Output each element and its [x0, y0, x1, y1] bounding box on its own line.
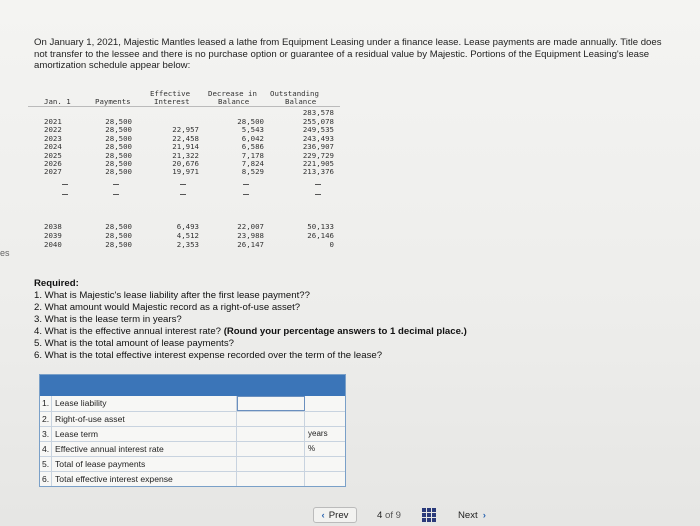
- omission-dash: [315, 184, 321, 185]
- omission-dash: [180, 194, 186, 195]
- omission-dash: [62, 194, 68, 195]
- omission-dash: [113, 194, 119, 195]
- answer-input[interactable]: [237, 457, 304, 471]
- row-decrease: 7,824: [241, 159, 264, 168]
- late-row-year: 2039: [44, 231, 62, 241]
- answer-unit: [305, 396, 345, 411]
- answer-input[interactable]: [237, 427, 304, 441]
- answer-cell: [237, 442, 305, 456]
- omission-dash: [243, 194, 249, 195]
- omission-dash: [315, 194, 321, 195]
- header-rule: [28, 106, 340, 107]
- question-5: 5. What is the total amount of lease payments?: [34, 338, 234, 349]
- row-payment: 28,500: [105, 117, 132, 126]
- late-row-payment: 28,500: [105, 240, 132, 250]
- late-row-interest: 6,493: [176, 222, 199, 231]
- row-decrease: 8,529: [241, 167, 264, 177]
- answer-row: [40, 456, 345, 471]
- row-payment: 28,500: [105, 125, 132, 135]
- row-interest: 22,458: [172, 133, 199, 143]
- row-balance: 213,376: [302, 167, 334, 177]
- answer-row: [40, 441, 345, 456]
- row-balance: 249,535: [302, 125, 334, 135]
- header-interest: Interest: [154, 97, 190, 106]
- row-balance: 229,729: [302, 150, 334, 160]
- problem-intro: On January 1, 2021, Majestic Mantles leased a lathe from Equipment Leasing under a finance lease. Lease payments are made annually. Title does not transfer to the lessee and there is no purchase option or guarantee of a residual value by Majestic. Portions of the Equipment Leasing's lease amortization schedule appear below:: [34, 37, 662, 72]
- answer-label: Lease liability: [52, 396, 237, 411]
- row-year: 2021: [44, 117, 62, 126]
- next-label: Next: [458, 509, 478, 521]
- answer-input[interactable]: [237, 442, 304, 456]
- row-decrease: 28,500: [237, 117, 264, 126]
- header-effective: Effective: [150, 89, 191, 98]
- current-page: 4: [377, 510, 383, 521]
- answer-cell: [237, 396, 305, 411]
- answer-label: Total of lease payments: [52, 457, 237, 471]
- late-row-balance: 50,133: [307, 222, 334, 231]
- row-year: 2027: [44, 167, 62, 177]
- answer-row: [40, 471, 345, 486]
- late-row-balance: 0: [329, 240, 334, 250]
- question-4-rounding-note: (Round your percentage answers to 1 decimal place.): [223, 326, 467, 337]
- answer-label: Right-of-use asset: [52, 412, 237, 426]
- omission-dash: [62, 184, 68, 185]
- answer-cell: [237, 457, 305, 471]
- answer-grid: [39, 374, 346, 487]
- row-interest: 20,676: [172, 159, 199, 168]
- row-year: 2026: [44, 159, 62, 168]
- answer-label: Total effective interest expense: [52, 472, 237, 486]
- late-row-payment: 28,500: [105, 222, 132, 231]
- answer-number: 5.: [40, 457, 52, 471]
- header-decrease: Decrease in: [208, 89, 257, 98]
- question-2: 2. What amount would Majestic record as a right-of-use asset?: [34, 302, 301, 313]
- page-indicator: [377, 510, 401, 521]
- question-3: 3. What is the lease term in years?: [34, 314, 182, 325]
- answer-row: [40, 411, 345, 426]
- question-4-text: 4. What is the effective annual interest rate?: [34, 326, 222, 337]
- prev-button[interactable]: [313, 507, 357, 523]
- row-decrease: 6,586: [241, 142, 264, 152]
- row-payment: 28,500: [105, 142, 132, 152]
- late-row-interest: 2,353: [176, 240, 199, 250]
- late-row-balance: 26,146: [307, 231, 334, 241]
- omission-dash: [113, 184, 119, 185]
- answer-unit: [305, 412, 345, 426]
- header-payments: Payments: [95, 97, 131, 106]
- late-row-year: 2040: [44, 240, 62, 250]
- prev-label: Prev: [328, 509, 349, 521]
- answer-number: 6.: [40, 472, 52, 486]
- answer-unit: [305, 457, 345, 471]
- row-payment: 28,500: [105, 150, 132, 160]
- row-interest: 22,957: [172, 125, 199, 135]
- chevron-left-icon: ‹: [321, 509, 325, 521]
- answer-rows: [40, 396, 345, 486]
- row-balance: 236,907: [302, 142, 334, 152]
- page-total: of 9: [385, 510, 402, 521]
- answer-unit: [305, 472, 345, 486]
- answer-row: [40, 426, 345, 441]
- question-4: [34, 326, 674, 338]
- row-year: 2024: [44, 142, 62, 152]
- late-row-payment: 28,500: [105, 231, 132, 241]
- answer-cell: [237, 472, 305, 486]
- row-year: 2025: [44, 150, 62, 160]
- required-section: [34, 278, 674, 362]
- row-payment: 28,500: [105, 133, 132, 143]
- row-balance: 221,905: [302, 159, 334, 168]
- answer-unit: %: [308, 444, 316, 453]
- chevron-right-icon: ›: [482, 509, 486, 521]
- cropped-edge-text: es: [0, 248, 10, 258]
- next-button[interactable]: [458, 507, 508, 523]
- initial-balance: 283,578: [302, 108, 334, 117]
- answer-number: 3.: [40, 427, 52, 441]
- row-decrease: 7,178: [241, 150, 264, 160]
- header-balance: Balance: [218, 97, 250, 106]
- answer-number: 2.: [40, 412, 52, 426]
- required-title: Required:: [34, 278, 79, 289]
- answer-number: 1.: [40, 396, 52, 411]
- row-year: 2022: [44, 125, 62, 135]
- answer-cell: [237, 427, 305, 441]
- row-payment: 28,500: [105, 167, 132, 177]
- answer-unit: years: [308, 429, 328, 438]
- row-decrease: 6,042: [241, 133, 264, 143]
- answer-grid-header: [40, 375, 345, 396]
- header-outstanding: Outstanding: [270, 89, 319, 98]
- answer-input[interactable]: [237, 412, 304, 426]
- answer-row: [40, 396, 345, 411]
- late-row-interest: 4,512: [176, 231, 199, 241]
- row-interest: 21,914: [172, 142, 199, 152]
- late-row-decrease: 22,007: [237, 222, 264, 231]
- row-payment: 28,500: [105, 159, 132, 168]
- question-6: 6. What is the total effective interest expense recorded over the term of the lease?: [34, 350, 383, 361]
- row-balance: 255,078: [302, 117, 334, 126]
- late-row-decrease: 26,147: [237, 240, 264, 250]
- answer-number: 4.: [40, 442, 52, 456]
- omission-dash: [243, 184, 249, 185]
- answer-input[interactable]: [238, 397, 304, 410]
- answer-label: Lease term: [52, 427, 237, 441]
- answer-input[interactable]: [237, 472, 304, 486]
- question-1: 1. What is Majestic's lease liability after the first lease payment??: [34, 290, 310, 301]
- row-interest: 19,971: [172, 167, 199, 177]
- row-interest: 21,322: [172, 150, 199, 160]
- late-row-year: 2038: [44, 222, 62, 231]
- row-decrease: 5,543: [241, 125, 264, 135]
- header-out-balance: Balance: [285, 97, 317, 106]
- answer-label: Effective annual interest rate: [52, 442, 237, 456]
- question-grid-icon[interactable]: [422, 508, 436, 522]
- row-year: 2023: [44, 133, 62, 143]
- header-jan: Jan. 1: [44, 97, 71, 106]
- late-row-decrease: 23,988: [237, 231, 264, 241]
- answer-cell: [237, 412, 305, 426]
- row-balance: 243,493: [302, 133, 334, 143]
- omission-dash: [180, 184, 186, 185]
